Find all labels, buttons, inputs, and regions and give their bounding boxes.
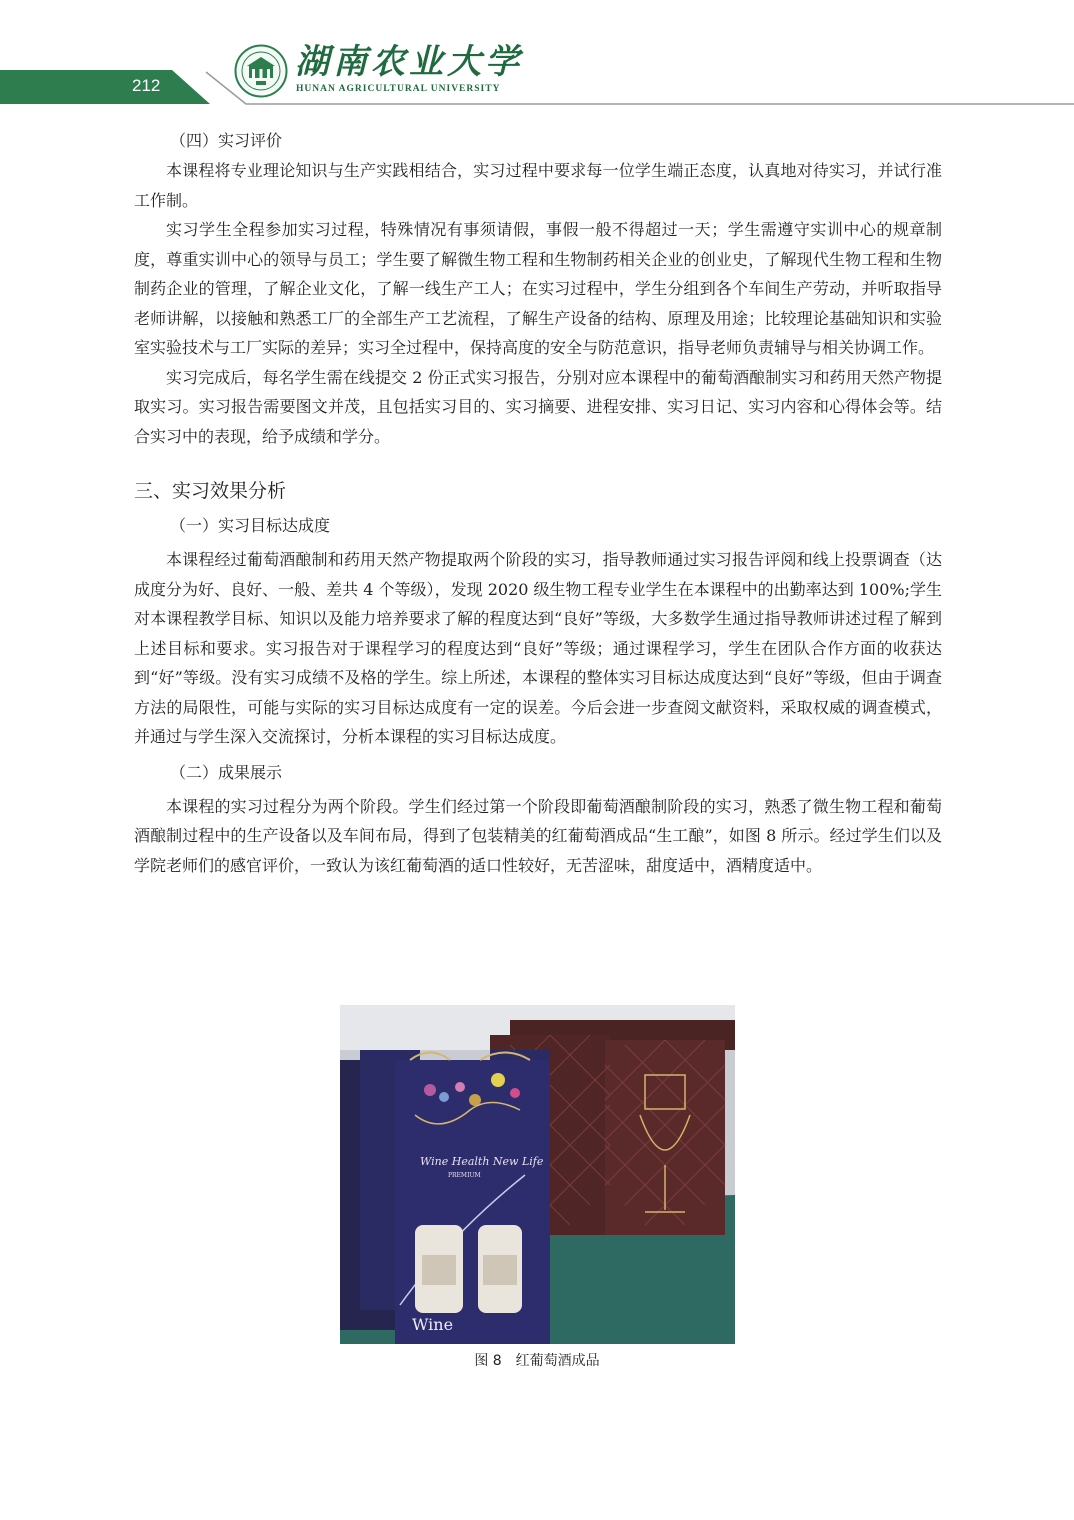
heading-goal-achievement: （一）实习目标达成度 (170, 516, 331, 535)
university-name-en: HUNAN AGRICULTURAL UNIVERSITY (296, 84, 501, 94)
paragraph: 本课程经过葡萄酒酿制和药用天然产物提取两个阶段的实习，指导教师通过实习报告评阅和线上投票调查（达成度分为好、良好、一般、差共 4 个等级），发现 2020 级生物工程专业学生在本课程中的出勤率达到 100%;学生对本课程教学目标、知识以及能力培养要求了解的程度达到“良好”等级，大多数学生通过指导教师讲述过程了解到上述目标和要求。实习报告对于课程学习的程度达到“良好”等级；通过课程学习，学生在团队合作方面的收获达到“好”等级。没有实习成绩不及格的学生。综上所述，本课程的整体实习目标达成度达到“良好”等级，但由于调查方法的局限性，可能与实际的实习目标达成度有一定的误差。今后会进一步查阅文献资料，采取权威的调查模式，并通过与学生深入交流探讨，分析本课程的实习目标达成度。 (134, 550, 942, 746)
university-name-cn: 湖南农业大学 (295, 42, 523, 82)
box-slogan: Wine Health New Life (420, 1155, 544, 1168)
section-heading: 三、实习效果分析 (134, 480, 287, 502)
main-content (134, 126, 942, 880)
heading-internship-evaluation: （四）实习评价 (170, 131, 283, 150)
university-seal-icon (234, 44, 288, 98)
paragraph: 实习学生全程参加实习过程，特殊情况有事须请假，事假一般不得超过一天；学生需遵守实训中心的规章制度，尊重实训中心的领导与员工；学生要了解微生物工程和生物制药相关企业的创业史，了解现代生物工程和生物制药企业的管理，了解企业文化，了解一线生产工人；在实习过程中，学生分组到各个车间生产劳动，并听取指导老师讲解，以接触和熟悉工厂的全部生产工艺流程，了解生产设备的结构、原理及用途；比较理论基础知识和实验室实验技术与工厂实际的差异；实习全过程中，保持高度的安全与防范意识，指导老师负责辅导与相关协调工作。 (134, 220, 942, 357)
box-premium: PREMIUM (448, 1172, 481, 1179)
paragraph: 本课程的实习过程分为两个阶段。学生们经过第一个阶段即葡萄酒酿制阶段的实习，熟悉了微生物工程和葡萄酒酿制过程中的生产设备以及车间布局，得到了包装精美的红葡萄酒成品“生工酿”，如图 8 所示。经过学生们以及学院老师们的感官评价，一致认为该红葡萄酒的适口性较好，无苦涩味，甜度适中，酒精度适中。 (134, 796, 942, 875)
heading-results-display: （二）成果展示 (170, 762, 283, 782)
paragraph: 实习完成后，每名学生需在线提交 2 份正式实习报告，分别对应本课程中的葡萄酒酿制实习和药用天然产物提取实习。实习报告需要图文并茂，且包括实习目的、实习摘要、进程安排、实习日记、实习内容和心得体会等。结合实习中的表现，给予成绩和学分。 (134, 367, 942, 446)
paragraph: 本课程将专业理论知识与生产实践相结合，实习过程中要求每一位学生端正态度，认真地对待实习，并试行准工作制。 (134, 161, 942, 210)
wine-product-photo (340, 1005, 735, 1344)
page-number: 212 (132, 76, 161, 95)
photo-illustration (340, 1005, 735, 1344)
page-header (0, 0, 1074, 120)
box-wine-label: Wine (412, 1315, 454, 1334)
figure-caption: 图 8 红葡萄酒成品 (474, 1353, 600, 1369)
